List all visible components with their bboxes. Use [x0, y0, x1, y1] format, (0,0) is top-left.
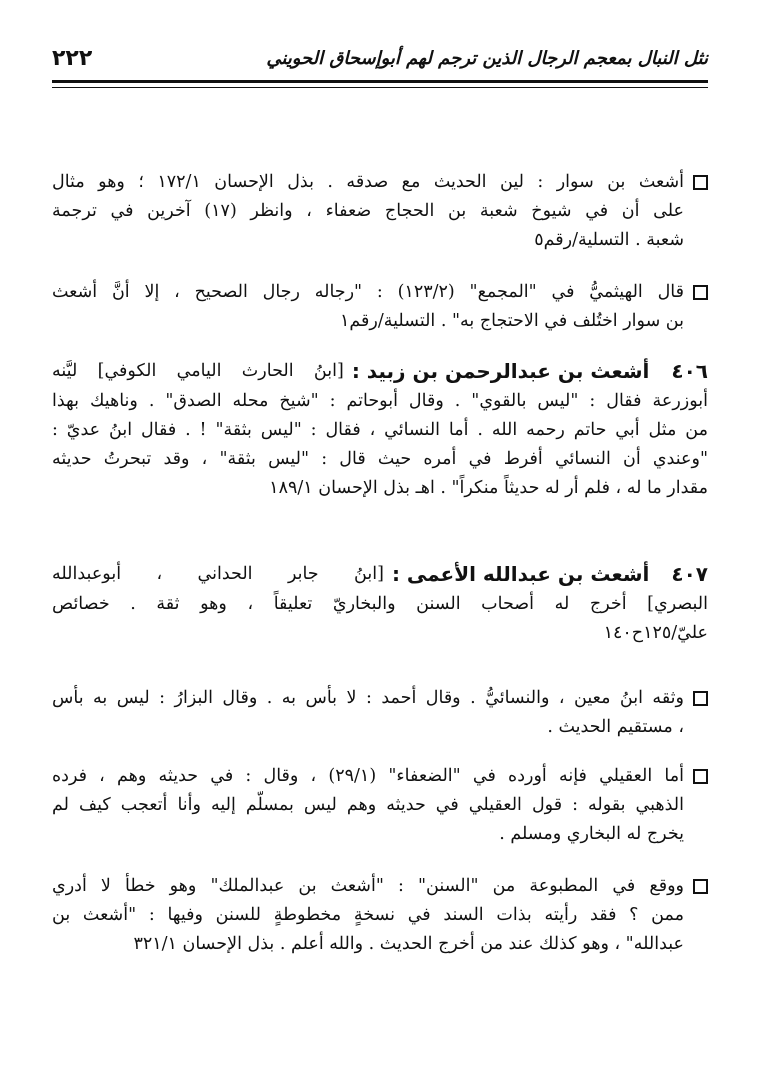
- note-line: الذهبي بقوله : قول العقيلي في حديثه وهم ليس بمسلَّم إليه وأنا أتعجب كيف لم: [52, 795, 684, 815]
- checkbox-bullet-icon: [693, 175, 708, 190]
- header-rule-thin: [52, 87, 708, 88]
- checkbox-bullet-icon: [693, 285, 708, 300]
- note-line: عبدالله" ، وهو كذلك عند من أخرج الحديث . والله أعلم . بذل الإحسان ٣٢١/١: [133, 934, 684, 954]
- entry-heading-rest: [ابنُ الحارث اليامي الكوفي] ليَّنه: [52, 361, 344, 381]
- entry-406: [52, 355, 708, 503]
- entry-line: من مثل أبي حاتم رحمه الله . أما النسائي ، فقال : "ليس بثقة" ! . فقال ابنُ عديّ :: [52, 420, 708, 440]
- page-number: ٢٢٢: [52, 45, 93, 71]
- note-line: على أن في شيوخ شعبة بن الحجاج ضعفاء ، وانظر (١٧) آخرين في ترجمة: [52, 201, 684, 221]
- note-line: ، مستقيم الحديث .: [547, 717, 684, 737]
- checkbox-bullet-icon: [693, 691, 708, 706]
- checkbox-bullet-icon: [693, 879, 708, 894]
- note-line: بن سوار اختُلف في الاحتجاج به" . التسلية/رقم١: [339, 311, 684, 331]
- entry-line: أبوزرعة فقال : "ليس بالقوي" . وقال أبوحاتم : "شيخ محله الصدق" . وناهيك بهذا: [52, 391, 708, 411]
- entry-heading: [52, 355, 708, 387]
- note-line: أشعث بن سوار : لين الحديث مع صدقه . بذل الإحسان ١٧٢/١ ؛ وهو مثال: [52, 168, 708, 197]
- note-ashath-ibn-sawwar: [52, 168, 708, 255]
- header-rule-thick: [52, 80, 708, 83]
- note-line: شعبة . التسلية/رقم٥: [534, 230, 684, 250]
- entry-line: عليّ/١٢٥ح١٤٠: [603, 623, 708, 643]
- entry-407: [52, 558, 708, 648]
- note-matbua: [52, 872, 708, 959]
- note-tawthiq: [52, 684, 708, 742]
- note-line: وثقه ابنُ معين ، والنسائيُّ . وقال أحمد : لا بأس به . وقال البزارُ : ليس به بأس: [52, 684, 708, 713]
- note-uqayli: [52, 762, 708, 849]
- entry-name: أشعث بن عبدالرحمن بن زبيد :: [351, 359, 650, 383]
- note-line: ووقع في المطبوعة من "السنن" : "أشعث بن عبدالملك" وهو خطأ لا أدري: [52, 872, 708, 901]
- entry-line: البصري] أخرج له أصحاب السنن والبخاريّ تعليقاً ، وهو ثقة . خصائص: [52, 594, 708, 614]
- note-line: قال الهيثميُّ في "المجمع" (١٢٣/٢) : "رجاله رجال الصحيح ، إلا أنَّ أشعث: [52, 278, 708, 307]
- checkbox-bullet-icon: [693, 769, 708, 784]
- entry-heading-rest: [ابنُ جابر الحداني ، أبوعبدالله: [52, 564, 384, 584]
- entry-line: مقدار ما له ، فلم أر له حديثاً منكراً" . اهـ بذل الإحسان ١٨٩/١: [269, 478, 708, 498]
- entry-heading: [52, 558, 708, 590]
- entry-line: "وعندي أن النسائي أفرط في أمره حيث قال : "ليس بثقة" ، وقد تبحرتُ حديثه: [52, 449, 708, 469]
- entry-number: ٤٠٦: [671, 359, 708, 383]
- entry-number: ٤٠٧: [671, 562, 708, 586]
- note-line: ممن ؟ فقد رأيته بذات السند في نسخةٍ مخطوطةٍ للسنن وفيها : "أشعث بن: [52, 905, 684, 925]
- note-line: يخرج له البخاري ومسلم .: [499, 824, 684, 844]
- entry-name: أشعث بن عبدالله الأعمى :: [391, 562, 650, 586]
- note-line: أما العقيلي فإنه أورده في "الضعفاء" (٢٩/١) ، وقال : في حديثه وهم ، فرده: [52, 762, 708, 791]
- note-haythami: [52, 278, 708, 336]
- running-title: نثل النبال بمعجم الرجال الذين ترجم لهم أبوإسحاق الحويني: [266, 47, 708, 69]
- page-header: [52, 40, 708, 76]
